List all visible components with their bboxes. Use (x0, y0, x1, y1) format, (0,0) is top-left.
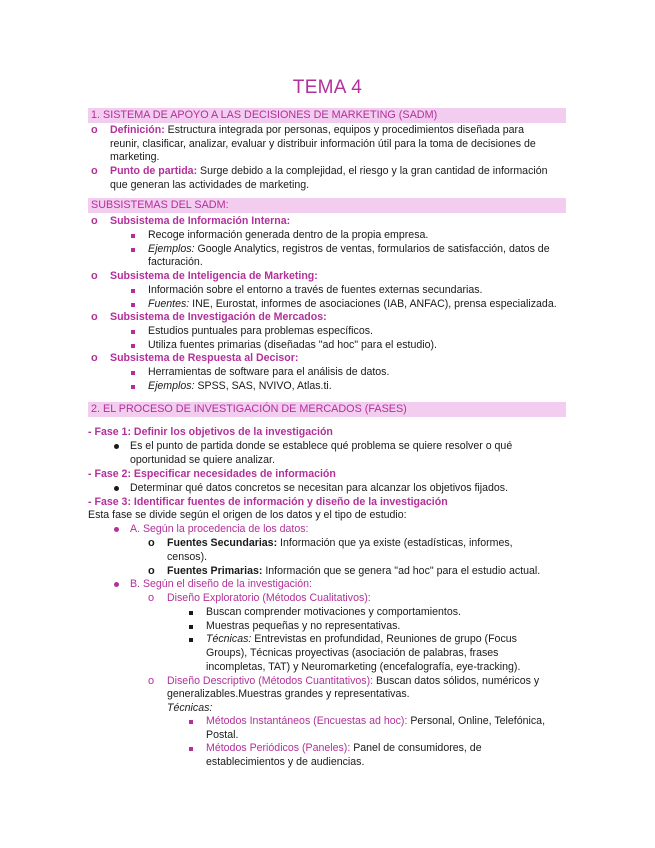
bullet-square-icon (189, 720, 193, 724)
bullet-circle-icon: o (148, 592, 155, 604)
bullet-circle-icon: o (91, 311, 98, 323)
definition-line-2: reunir, clasificar, analizar, evaluar y distribuir información útil para la toma de decisiones de (110, 138, 536, 150)
bullet-dot-icon (114, 486, 119, 491)
bullet-circle-icon: o (91, 352, 98, 364)
page-title: TEMA 4 (292, 77, 363, 98)
secondary-sources-line-2: censos). (167, 551, 208, 563)
exploratory-item-3-line-3: incompletas, TAT) y Neuromarketing (encefalografía, eye-tracking). (206, 661, 521, 673)
bullet-square-icon (131, 303, 135, 307)
subsystem-title-intelligence: Subsistema de Inteligencia de Marketing: (110, 270, 318, 282)
subsystem-title-decision: Subsistema de Respuesta al Decisor: (110, 352, 299, 364)
section-header-subsistemas: SUBSISTEMAS DEL SADM: (88, 198, 566, 213)
subsystem-research-item-2: Utiliza fuentes primarias (diseñadas "ad hoc" para el estudio). (148, 339, 437, 351)
exploratory-item-3-line-1: Técnicas: Entrevistas en profundidad, Reuniones de grupo (Focus (206, 633, 517, 645)
subsystem-intelligence-item-1: Información sobre el entorno a través de fuentes externas secundarias. (148, 284, 483, 296)
bullet-circle-icon: o (148, 565, 155, 577)
bullet-square-icon (131, 385, 135, 389)
bullet-square-icon (189, 747, 193, 751)
subsystem-research-item-1: Estudios puntuales para problemas específicos. (148, 325, 373, 337)
instant-methods-line-2: Postal. (206, 729, 239, 741)
bullet-circle-icon: o (91, 165, 98, 177)
bullet-square-icon (189, 611, 193, 615)
descriptive-design-line-1: Diseño Descriptivo (Métodos Cuantitativos): Buscan datos sólidos, numéricos y (167, 675, 540, 687)
subsystem-decision-item-1: Herramientas de software para el análisis de datos. (148, 366, 390, 378)
phase-1-line-2: oportunidad se quiere analizar. (130, 454, 275, 466)
bullet-circle-icon: o (91, 124, 98, 136)
subsystem-title-internal: Subsistema de Información Interna: (110, 215, 291, 227)
design-title: B. Según el diseño de la investigación: (130, 578, 312, 590)
subsystem-intelligence-item-2: Fuentes: INE, Eurostat, informes de asociaciones (IAB, ANFAC), prensa especializada. (148, 298, 557, 310)
periodic-methods-line-2: establecimientos y de audiencias. (206, 756, 365, 768)
secondary-sources-line-1: Fuentes Secundarias: Información que ya existe (estadísticas, informes, (167, 537, 513, 549)
exploratory-item-1: Buscan comprender motivaciones y comportamientos. (206, 606, 461, 618)
exploratory-design-title: Diseño Exploratorio (Métodos Cualitativos): (167, 592, 371, 604)
definition-line-3: marketing. (110, 151, 160, 163)
instant-methods-line-1: Métodos Instantáneos (Encuestas ad hoc): Personal, Online, Telefónica, (206, 715, 546, 727)
exploratory-item-2: Muestras pequeñas y no representativas. (206, 620, 401, 632)
bullet-circle-icon: o (91, 215, 98, 227)
bullet-square-icon (189, 625, 193, 629)
bullet-square-icon (131, 234, 135, 238)
subsystem-internal-item-2: Ejemplos: Google Analytics, registros de ventas, formularios de satisfacción, datos de (148, 243, 550, 255)
starting-point-line-1: Punto de partida: Surge debido a la complejidad, el riesgo y la gran cantidad de información (110, 165, 548, 177)
section-header-process: 2. EL PROCESO DE INVESTIGACIÓN DE MERCADOS (FASES) (88, 402, 566, 417)
section-header-sadm: 1. SISTEMA DE APOYO A LAS DECISIONES DE MARKETING (SADM) (88, 108, 566, 123)
descriptive-techniques-label: Técnicas: (167, 702, 213, 714)
origin-title: A. Según la procedencia de los datos: (130, 523, 309, 535)
phase-2-line-1: Determinar qué datos concretos se necesitan para alcanzar los objetivos fijados. (130, 482, 509, 494)
bullet-square-icon (189, 638, 193, 642)
bullet-dot-icon (114, 444, 119, 449)
subsystem-title-research: Subsistema de Investigación de Mercados: (110, 311, 327, 323)
bullet-dot-icon (114, 582, 119, 587)
primary-sources-line: Fuentes Primarias: Información que se genera "ad hoc" para el estudio actual. (167, 565, 541, 577)
subsystem-internal-item-2-cont: facturación. (148, 256, 203, 268)
subsystem-decision-item-2: Ejemplos: SPSS, SAS, NVIVO, Atlas.ti. (148, 380, 332, 392)
phase-3-title: - Fase 3: Identificar fuentes de información y diseño de la investigación (88, 496, 448, 508)
bullet-square-icon (131, 330, 135, 334)
definition-line-1: Definición: Estructura integrada por personas, equipos y procedimientos diseñada para (110, 124, 524, 136)
bullet-circle-icon: o (91, 270, 98, 282)
descriptive-design-line-2: generalizables.Muestras grandes y representativas. (167, 688, 410, 700)
bullet-circle-icon: o (148, 537, 155, 549)
starting-point-line-2: que generan las actividades de marketing. (110, 179, 310, 191)
exploratory-item-3-line-2: Groups), Técnicas proyectivas (asociación de palabras, frases (206, 647, 499, 659)
bullet-square-icon (131, 289, 135, 293)
phase-3-intro: Esta fase se divide según el origen de los datos y el tipo de estudio: (88, 509, 407, 521)
periodic-methods-line-1: Métodos Periódicos (Paneles): Panel de consumidores, de (206, 742, 482, 754)
phase-2-title: - Fase 2: Especificar necesidades de información (88, 468, 336, 480)
phase-1-title: - Fase 1: Definir los objetivos de la investigación (88, 426, 333, 438)
bullet-circle-icon: o (148, 675, 155, 687)
phase-1-line-1: Es el punto de partida donde se establece qué problema se quiere resolver o qué (130, 440, 513, 452)
bullet-dot-icon (114, 527, 119, 532)
bullet-square-icon (131, 344, 135, 348)
subsystem-internal-item-1: Recoge información generada dentro de la propia empresa. (148, 229, 429, 241)
bullet-square-icon (131, 371, 135, 375)
bullet-square-icon (131, 248, 135, 252)
